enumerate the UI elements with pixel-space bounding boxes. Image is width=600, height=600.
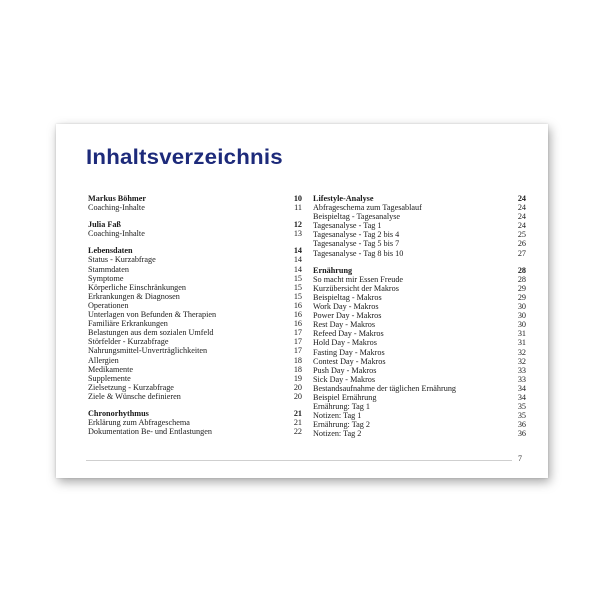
toc-entry-page: 14 [293,246,302,256]
toc-entry [313,384,526,393]
toc-entry [313,203,526,212]
toc-entry [88,392,302,401]
toc-entry-label: Work Day - Makros [313,302,379,312]
toc-entry-page: 15 [293,282,302,292]
toc-entry [88,301,302,310]
toc-section [313,266,526,439]
toc-entry-page: 13 [293,229,302,239]
toc-entry-label: Chronorhythmus [88,408,149,418]
toc-entry [313,221,526,230]
toc-entry-label: Contest Day - Makros [313,356,386,366]
toc-entry-label: Erkrankungen & Diagnosen [88,291,180,301]
toc-entry-label: Coaching-Inhalte [88,229,145,239]
toc-entry [313,429,526,438]
toc-entry [88,292,302,301]
toc-entry-page: 19 [293,373,302,383]
toc-entry-page: 10 [293,194,302,203]
toc-entry-page: 26 [517,239,526,249]
toc-entry-label: Ernährung [313,265,353,275]
toc-entry-label: Refeed Day - Makros [313,329,384,339]
toc-entry-page: 24 [517,212,526,222]
toc-entry-page: 15 [293,273,302,283]
toc-entry-page: 31 [517,329,526,339]
toc-entry [313,357,526,366]
toc-entry-page: 16 [293,300,302,310]
toc-entry-label: Abfrageschema zum Tagesablauf [313,203,422,213]
toc-section-heading [88,246,302,255]
toc-entry-page: 17 [293,337,302,347]
toc-entry [313,239,526,248]
toc-entry-page: 31 [517,338,526,348]
toc-entry-page: 15 [293,291,302,301]
toc-entry-label: Markus Böhmer [88,194,146,203]
toc-entry-label: Störfelder - Kurzabfrage [88,337,169,347]
toc-entry-page: 17 [293,346,302,356]
toc-entry-label: Lifestyle-Analyse [313,194,374,203]
toc-entry-page: 20 [293,382,302,392]
toc-right-column [313,194,526,446]
toc-entry-page: 30 [517,302,526,312]
toc-entry-page: 24 [517,221,526,231]
toc-entry-label: Ernährung: Tag 2 [313,420,371,430]
toc-entry-label: Tagesanalyse - Tag 1 [313,221,382,231]
toc-entry-page: 12 [293,220,302,230]
toc-entry-label: So macht mir Essen Freude [313,274,404,284]
toc-entry [88,265,302,274]
toc-section-heading [88,409,302,418]
toc-section [88,194,302,212]
toc-entry-label: Zielsetzung - Kurzabfrage [88,382,174,392]
toc-entry [88,319,302,328]
toc-entry [88,229,302,238]
toc-entry-page: 16 [293,310,302,320]
toc-entry-label: Dokumentation Be- und Entlastungen [88,427,212,437]
toc-entry [88,374,302,383]
toc-entry-label: Beispieltag - Makros [313,292,382,302]
toc-entry-page: 17 [293,328,302,338]
toc-entry-label: Supplemente [88,373,131,383]
toc-entry [88,203,302,212]
toc-entry-label: Status - Kurzabfrage [88,255,156,265]
book-page [56,124,548,478]
toc-entry-label: Nahrungsmittel-Unverträglichkeiten [88,346,208,356]
toc-section-heading [88,194,302,203]
toc-entry-label: Push Day - Makros [313,365,377,375]
toc-entry-label: Operationen [88,300,129,310]
toc-section [88,409,302,436]
toc-entry-label: Rest Day - Makros [313,320,376,330]
toc-section [88,220,302,238]
toc-entry [313,320,526,329]
toc-entry [313,275,526,284]
toc-entry [88,255,302,264]
toc-entry-label: Tagesanalyse - Tag 5 bis 7 [313,239,400,249]
toc-section [88,246,302,401]
toc-entry-page: 21 [293,418,302,428]
toc-entry-label: Sick Day - Makros [313,374,376,384]
toc-entry-page: 24 [517,194,526,203]
toc-entry-label: Medikamente [88,364,134,374]
toc-entry-label: Ernährung: Tag 1 [313,402,371,412]
toc-entry [313,212,526,221]
toc-entry [313,311,526,320]
toc-section-heading [88,220,302,229]
toc-entry-label: Tagesanalyse - Tag 8 bis 10 [313,248,404,258]
toc-entry-page: 28 [517,274,526,284]
toc-entry-page: 34 [517,392,526,402]
toc-entry [88,337,302,346]
toc-entry-page: 30 [517,320,526,330]
toc-entry-label: Beispiel Ernährung [313,392,377,402]
toc-entry-page: 11 [294,203,302,213]
toc-entry [88,283,302,292]
toc-entry-page: 32 [517,347,526,357]
toc-entry-label: Fasting Day - Makros [313,347,385,357]
toc-entry-label: Stammdaten [88,264,129,274]
toc-entry-label: Symptome [88,273,124,283]
toc-entry-page: 22 [293,427,302,437]
toc-entry-label: Hold Day - Makros [313,338,377,348]
toc-entry-label: Erklärung zum Abfrageschema [88,418,190,428]
toc-entry [313,338,526,347]
toc-entry-page: 25 [517,230,526,240]
toc-entry-label: Lebensdaten [88,246,133,256]
toc-entry-label: Tagesanalyse - Tag 2 bis 4 [313,230,400,240]
toc-entry-label: Bestandsaufnahme der täglichen Ernährung [313,383,457,393]
toc-entry-page: 29 [517,292,526,302]
toc-entry [88,427,302,436]
toc-entry [313,302,526,311]
toc-entry [313,329,526,338]
toc-entry-page: 33 [517,374,526,384]
toc-entry [88,418,302,427]
toc-entry-page: 36 [517,429,526,439]
toc-entry [313,284,526,293]
toc-entry-label: Kurzübersicht der Makros [313,283,399,293]
toc-entry [88,365,302,374]
toc-entry [88,328,302,337]
toc-entry [313,293,526,302]
toc-entry-label: Notizen: Tag 1 [313,411,362,421]
toc-section-heading [313,194,526,203]
toc-entry-page: 16 [293,319,302,329]
toc-entry-page: 36 [517,420,526,430]
page-title: Inhaltsverzeichnis [86,146,283,169]
toc-entry [313,420,526,429]
toc-entry-page: 34 [517,383,526,393]
toc-entry [88,383,302,392]
toc-section-heading [313,266,526,275]
toc-entry-label: Julia Faß [88,220,121,230]
toc-entry [313,393,526,402]
page-number: 7 [518,454,522,463]
toc-entry-page: 21 [293,408,302,418]
toc-entry-label: Power Day - Makros [313,311,382,321]
toc-entry [88,310,302,319]
toc-entry [313,348,526,357]
toc-entry-label: Unterlagen von Befunden & Therapien [88,310,217,320]
toc-entry-label: Beispieltag - Tagesanalyse [313,212,401,222]
footer-divider [86,460,512,461]
toc-entry-page: 28 [517,265,526,275]
toc-entry-label: Allergien [88,355,119,365]
toc-entry-page: 35 [517,411,526,421]
toc-entry [313,375,526,384]
toc-entry-label: Coaching-Inhalte [88,203,145,213]
toc-entry-page: 29 [517,283,526,293]
toc-entry-page: 14 [293,255,302,265]
toc-entry [88,356,302,365]
toc-entry-page: 14 [293,264,302,274]
toc-entry [313,366,526,375]
toc-entry [88,346,302,355]
toc-entry-label: Ziele & Wünsche definieren [88,391,181,401]
toc-entry-page: 20 [293,391,302,401]
toc-entry-page: 27 [517,248,526,258]
toc-entry-label: Belastungen aus dem sozialen Umfeld [88,328,214,338]
toc-entry-page: 24 [517,203,526,213]
toc-entry [88,274,302,283]
toc-entry [313,249,526,258]
toc-entry-page: 18 [293,364,302,374]
toc-entry-page: 32 [517,356,526,366]
toc-entry [313,411,526,420]
toc-entry-page: 33 [517,365,526,375]
toc-entry-label: Körperliche Einschränkungen [88,282,186,292]
toc-entry [313,402,526,411]
toc-left-column [88,194,302,444]
toc-entry-page: 18 [293,355,302,365]
toc-entry [313,230,526,239]
toc-entry-page: 35 [517,402,526,412]
toc-entry-page: 30 [517,311,526,321]
toc-entry-label: Notizen: Tag 2 [313,429,362,439]
toc-section [313,194,526,258]
toc-entry-label: Familiäre Erkrankungen [88,319,168,329]
